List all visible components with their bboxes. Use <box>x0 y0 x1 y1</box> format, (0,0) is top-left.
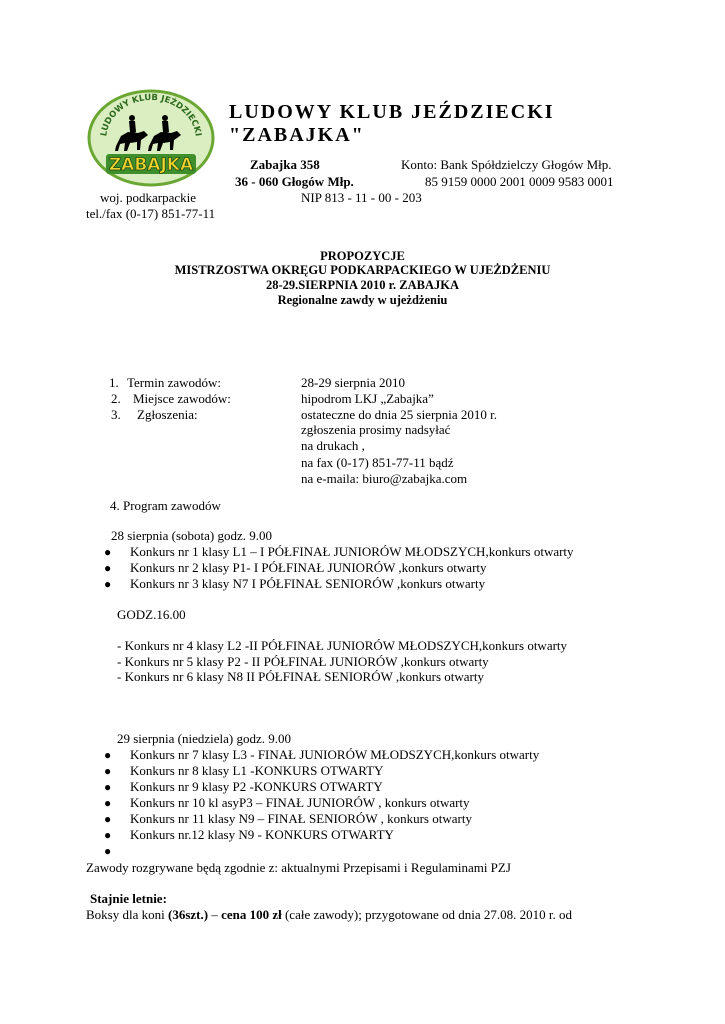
bank-account-label: Konto: Bank Spółdzielczy Głogów Młp. <box>401 157 612 172</box>
info-value-3: ostateczne do dnia 25 sierpnia 2010 r. <box>301 407 498 422</box>
event-item: - Konkurs nr 6 klasy N8 II PÓŁFINAŁ SENIORÓW ,konkurs otwarty <box>117 669 484 684</box>
nip-number: NIP 813 - 11 - 00 - 203 <box>301 190 422 205</box>
heading-championship: MISTRZOSTWA OKRĘGU PODKARPACKIEGO W UJEŻDŻENIU <box>174 263 551 277</box>
zgloszenia-line: zgłoszenia prosimy nadsyłać <box>301 422 451 437</box>
stables-dash: – <box>208 907 222 922</box>
club-title-line1: LUDOWY KLUB JEŹDZIECKI <box>229 101 555 123</box>
zgloszenia-line: na drukach , <box>301 438 365 454</box>
info-label-3: Zgłoszenia: <box>137 407 198 422</box>
event-item: Konkurs nr.12 klasy N9 - KONKURS OTWARTY <box>130 827 394 842</box>
event-item: Konkurs nr 10 kl asyP3 – FINAŁ JUNIORÓW , konkurs otwarty <box>130 795 470 810</box>
event-item: Konkurs nr 8 klasy L1 -KONKURS OTWARTY <box>130 763 384 778</box>
bullet-icon: ● <box>104 780 112 794</box>
heading-propozycje: PROPOZYCJE <box>320 249 405 263</box>
day2-heading: 29 sierpnia (niedziela) godz. 9.00 <box>117 731 291 746</box>
event-item: Konkurs nr 1 klasy L1 – I PÓŁFINAŁ JUNIORÓW MŁODSZYCH,konkurs otwarty <box>130 544 574 559</box>
bullet-icon: ● <box>104 577 112 591</box>
zgloszenia-line: na fax (0-17) 851-77-11 bądź <box>301 454 454 470</box>
info-num-2: 2. <box>111 391 121 406</box>
bullet-icon: ● <box>104 796 112 810</box>
bullet-icon: ● <box>104 844 112 858</box>
bank-account-number: 85 9159 0000 2001 0009 9583 0001 <box>425 174 614 189</box>
event-item: Konkurs nr 7 klasy L3 - FINAŁ JUNIORÓW MŁODSZYCH,konkurs otwarty <box>130 747 540 762</box>
logo-name: ZABAJKA <box>108 155 194 175</box>
program-heading: 4. Program zawodów <box>110 498 221 513</box>
stables-text-e: (całe zawody); przygotowane od dnia 27.08. 2010 r. od <box>281 907 572 922</box>
bullet-icon: ● <box>104 812 112 826</box>
stables-price: cena 100 zł <box>221 907 282 922</box>
bullet-icon: ● <box>104 545 112 559</box>
stables-count: (36szt.) <box>167 907 209 922</box>
event-item: - Konkurs nr 4 klasy L2 -II PÓŁFINAŁ JUNIORÓW MŁODSZYCH,konkurs otwarty <box>117 638 568 653</box>
rules-text: Zawody rozgrywane będą zgodnie z: aktualnymi Przepisami i Regulaminami PZJ <box>86 860 511 875</box>
info-value-2: hipodrom LKJ „Zabajka” <box>301 391 434 406</box>
info-label-2: Miejsce zawodów: <box>133 391 231 406</box>
info-num-1: 1. <box>109 375 119 390</box>
stables-heading: Stajnie letnie: <box>90 891 167 906</box>
event-item: - Konkurs nr 5 klasy P2 - II PÓŁFINAŁ JUNIORÓW ,konkurs otwarty <box>117 654 489 669</box>
heading-subtitle: Regionalne zawdy w ujeżdżeniu <box>277 293 448 307</box>
club-logo <box>86 88 216 188</box>
region: woj. podkarpackie <box>100 190 197 205</box>
logo-arc-text: LUDOWY KLUB JEŹDZIECKI <box>99 92 203 137</box>
bullet-icon: ● <box>104 748 112 762</box>
stables-text-a: Boksy dla koni <box>86 907 168 922</box>
club-title-line2: "ZABAJKA" <box>229 124 365 146</box>
info-num-3: 3. <box>111 407 121 422</box>
info-label-1: Termin zawodów: <box>127 375 222 390</box>
stables-text <box>86 907 572 923</box>
zgloszenia-line: na e-maila: biuro@zabajka.com <box>301 470 468 486</box>
zgloszenia-details <box>301 422 467 487</box>
event-item: Konkurs nr 3 klasy N7 I PÓŁFINAŁ SENIORÓW ,konkurs otwarty <box>130 576 486 591</box>
bullet-icon: ● <box>104 764 112 778</box>
heading-date-place: 28-29.SIERPNIA 2010 r. ZABAJKA <box>266 278 459 292</box>
address-city: 36 - 060 Głogów Młp. <box>235 174 354 189</box>
info-value-1: 28-29 sierpnia 2010 <box>301 375 405 390</box>
afternoon-time: GODZ.16.00 <box>117 607 186 622</box>
day1-heading: 28 sierpnia (sobota) godz. 9.00 <box>111 528 273 543</box>
address-street: Zabajka 358 <box>250 157 320 172</box>
tel-fax: tel./fax (0-17) 851-77-11 <box>86 206 216 221</box>
event-item: Konkurs nr 9 klasy P2 -KONKURS OTWARTY <box>130 779 383 794</box>
event-item: Konkurs nr 2 klasy P1- I PÓŁFINAŁ JUNIORÓW ,konkurs otwarty <box>130 560 487 575</box>
event-item: Konkurs nr 11 klasy N9 – FINAŁ SENIORÓW , konkurs otwarty <box>130 811 472 826</box>
bullet-icon: ● <box>104 561 112 575</box>
bullet-icon: ● <box>104 828 112 842</box>
